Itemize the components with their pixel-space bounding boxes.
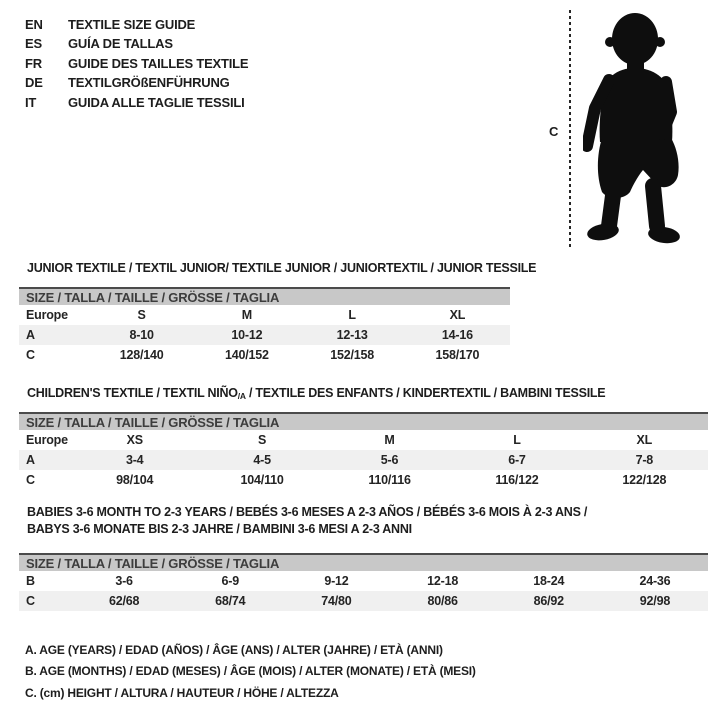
size-cell: L	[348, 308, 356, 322]
language-code: DE	[25, 75, 43, 91]
table-row-height-cm	[19, 591, 708, 611]
size-cell: 104/110	[240, 473, 284, 487]
size-cell: 122/128	[622, 473, 667, 487]
table-row-age-months	[19, 571, 708, 591]
language-title-text: TEXTILGRÖßENFÜHRUNG	[68, 75, 230, 91]
title-line-2: BABYS 3-6 MONATE BIS 2-3 JAHRE / BAMBINI 3-6 MESI A 2-3 ANNI	[27, 522, 412, 536]
language-title-it	[25, 93, 248, 112]
size-cell: 140/152	[224, 348, 269, 362]
section-title-children	[27, 386, 605, 401]
language-title-de	[25, 73, 248, 92]
row-label: B	[26, 574, 35, 588]
size-cell: 8-10	[129, 328, 154, 342]
size-cell: 116/122	[495, 473, 539, 487]
children-size-table	[19, 412, 708, 490]
row-label: A	[26, 328, 35, 342]
size-cell: 7-8	[635, 453, 654, 467]
size-cell: 110/116	[368, 473, 411, 487]
section-title-babies	[27, 504, 587, 538]
size-cell: 12-13	[336, 328, 368, 342]
language-title-text: GUIDA ALLE TAGLIE TESSILI	[68, 94, 245, 110]
title-text: / TEXTILE DES ENFANTS / KINDERTEXTIL / BAMBINI TESSILE	[245, 386, 606, 400]
section-title-junior: JUNIOR TEXTILE / TEXTIL JUNIOR/ TEXTILE JUNIOR / JUNIORTEXTIL / JUNIOR TESSILE	[27, 261, 537, 275]
height-measure-label: C	[549, 124, 559, 139]
title-line-1: BABIES 3-6 MONTH TO 2-3 YEARS / BEBÉS 3-6 MESES A 2-3 AÑOS / BÉBÉS 3-6 MOIS À 2-3 ANS /	[27, 505, 588, 519]
size-cell: S	[258, 433, 267, 447]
size-cell: XS	[126, 433, 143, 447]
size-cell: 128/140	[119, 348, 164, 362]
row-label: Europe	[26, 308, 68, 322]
footnote-height-cm: C. (cm) HEIGHT / ALTURA / HAUTEUR / HÖHE / ALTEZZA	[25, 685, 339, 700]
size-cell: S	[137, 308, 146, 322]
size-cell: 6-7	[508, 453, 526, 467]
footnotes	[25, 640, 476, 704]
size-band-header: SIZE / TALLA / TAILLE / GRÖSSE / TAGLIA	[19, 287, 510, 305]
size-cell: 10-12	[231, 328, 263, 342]
height-measure-dotted-line	[569, 10, 571, 250]
size-cell: M	[241, 308, 252, 322]
size-cell: 24-36	[639, 574, 671, 588]
language-code: IT	[25, 94, 37, 110]
size-cell: 5-6	[380, 453, 399, 467]
size-cell: 9-12	[324, 574, 349, 588]
size-cell: 12-18	[427, 574, 459, 588]
babies-size-table	[19, 553, 708, 611]
size-cell: 86/92	[533, 594, 564, 608]
language-title-es	[25, 34, 248, 53]
size-cell: 3-6	[115, 574, 133, 588]
size-cell: 158/170	[435, 348, 480, 362]
size-cell: 14-16	[441, 328, 473, 342]
language-code: FR	[25, 55, 42, 71]
row-label: C	[26, 594, 35, 608]
table-row-height-cm	[19, 470, 708, 490]
size-cell: 98/104	[116, 473, 154, 487]
table-row-age-years	[19, 450, 708, 470]
language-title-text: GUÍA DE TALLAS	[68, 36, 173, 52]
row-label: C	[26, 473, 35, 487]
table-row-europe	[19, 430, 708, 450]
size-cell: L	[513, 433, 521, 447]
size-cell: XL	[636, 433, 653, 447]
row-label: A	[26, 453, 35, 467]
language-title-en	[25, 15, 248, 34]
row-label: C	[26, 348, 35, 362]
size-cell: 92/98	[639, 594, 671, 608]
language-title-fr	[25, 54, 248, 73]
size-cell: 68/74	[215, 594, 246, 608]
table-row-height-cm	[19, 345, 510, 365]
row-label: Europe	[26, 433, 68, 447]
size-cell: 18-24	[533, 574, 565, 588]
junior-size-table	[19, 287, 510, 365]
size-cell: 152/158	[330, 348, 375, 362]
language-title-text: GUIDE DES TAILLES TEXTILE	[68, 55, 249, 71]
size-cell: 74/80	[321, 594, 352, 608]
size-band-header: SIZE / TALLA / TAILLE / GRÖSSE / TAGLIA	[19, 412, 708, 430]
size-cell: XL	[449, 308, 466, 322]
title-subscript: /A	[237, 391, 246, 401]
table-row-europe	[19, 305, 510, 325]
footnote-age-years: A. AGE (YEARS) / EDAD (AÑOS) / ÂGE (ANS) / ALTER (JAHRE) / ETÀ (ANNI)	[25, 643, 443, 657]
toddler-silhouette-icon	[583, 8, 697, 254]
size-cell: 62/68	[108, 594, 140, 608]
language-code: EN	[25, 17, 43, 32]
footnote-age-months: B. AGE (MONTHS) / EDAD (MESES) / ÂGE (MOIS) / ALTER (MONATE) / ETÀ (MESI)	[25, 664, 476, 679]
size-cell: 80/86	[427, 594, 458, 608]
language-title-text: TEXTILE SIZE GUIDE	[68, 17, 196, 32]
language-title-list	[25, 15, 248, 112]
size-cell: M	[384, 433, 395, 447]
size-cell: 3-4	[125, 453, 144, 467]
title-text: CHILDREN'S TEXTILE / TEXTIL NIÑO	[27, 386, 238, 400]
language-code: ES	[25, 36, 42, 52]
table-row-age-years	[19, 325, 510, 345]
size-band-header: SIZE / TALLA / TAILLE / GRÖSSE / TAGLIA	[19, 553, 708, 571]
size-cell: 6-9	[221, 574, 239, 588]
size-cell: 4-5	[253, 453, 271, 467]
